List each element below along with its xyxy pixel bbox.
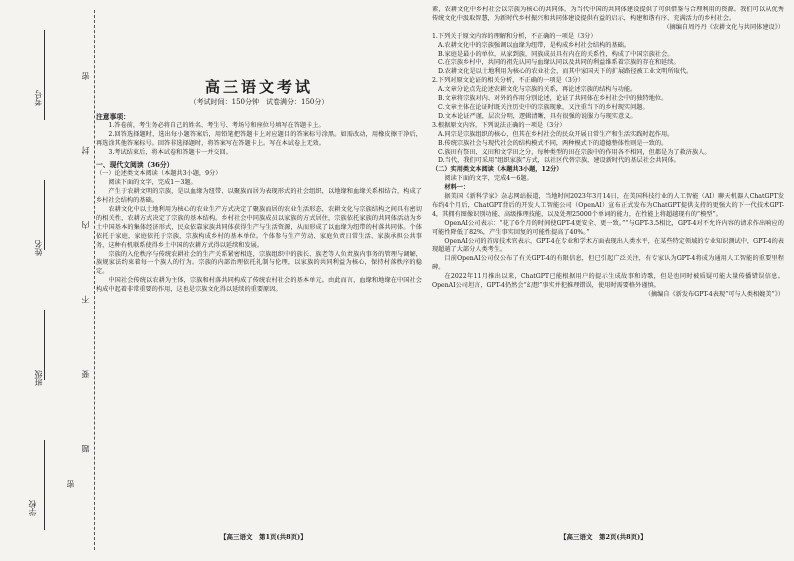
page-footer-left: 【高三语文 第1页(共8页)】 <box>220 533 307 541</box>
question-option: B.文章将宗族对内、对外的作用分别论述，论证了共同体在乡村社会中的独特地位。 <box>438 95 668 103</box>
passage-continuation: 素，农耕文化中乡村社会以宗族为核心的共同体，为当代中国的共同体建设提供了可供借鉴与合理利用的资源。我们可以从优秀传统文化中汲取智慧，为新时代乡村振兴和共同体建设提供有益的启示，构建和谐有序、充满活力的乡村社会。 <box>432 6 784 22</box>
left-page <box>96 6 422 526</box>
question-option: A.同宗是宗族组织的核心，但其在乡村社会的民众开展日常生产和生活实践时起作用。 <box>438 130 674 138</box>
reading-instruction-2: 阅读下面的文字，完成4～6题。 <box>444 175 533 183</box>
question-option: C.文章主体在论证时既关注历史中的宗族现象，又注重当下的乡村现实问题。 <box>438 103 649 111</box>
question-option: D.农耕文化是以土地利用为核心的农业社会，而其中家国天下的扩展路径被工业文明所取代。 <box>438 68 693 76</box>
exam-title: 高三语文考试 <box>204 78 313 96</box>
exam-no-label: 考号 <box>34 90 43 106</box>
question-option: C.在宗族乡村中，共同的祖先认同与血缘认同以及共同的利益维系着宗族的存在和延续。 <box>438 59 680 67</box>
question-option: A.文章分论点先论述农耕文化与宗族的关系，再论述宗族的结构与功能。 <box>438 86 637 94</box>
fold-warning: 题 要 不 内 封 密 <box>81 40 90 453</box>
question-option: D.当代，我们可采用“组织家族”方式，以社区代替宗族，建设新时代的基层社会共同体。 <box>438 157 680 165</box>
section-2-heading: （二）实用类文本阅读（本题共3小题，12分） <box>432 166 563 174</box>
fold-prefix: 密 <box>66 480 75 488</box>
name-label: 姓名 <box>34 240 43 256</box>
exam-no-underline <box>44 30 45 120</box>
material-paragraph: 在2022年11月推出以来，ChatGPT已能根据用户的提示生成故事和诗歌，但是也同时被质疑可能大量传播错误信息。OpenAI公司坦言，GPT-4仍然会“幻想”事实并犯推理错误，使用时需要格外谨慎。 <box>432 273 784 290</box>
question-3: 3.根据原文内容，下列说法正确的一项是（3分） <box>432 121 566 129</box>
passage-paragraph: 宗族的入伦秩序与传统农耕社会的生产关系紧密相连，宗族组织中的族长、族老等人负责族内事务的管理与调解，族规家法约束着每一个族人的行为。宗族的内部治理依托礼制与伦理，以家族的共同利益为核心，保持村落秩序的稳定。 <box>96 250 422 276</box>
right-page <box>432 6 784 526</box>
material-paragraph: OpenAI公司表示：“花了6个月的时间使GPT-4更安全、更一致。”“与GPT-3.5相比，GPT-4对不允许内容的请求作出响应的可能性降低了82%，产生事实回复的可能性提高了40%。” <box>432 219 784 236</box>
section-1-heading: 一、现代文阅读（36分） <box>96 161 174 170</box>
passage-paragraph: 产生于农耕文明的宗族，是以血缘为纽带、以聚族而居为表现形式的社会组织，以地缘和血缘关系相结合，构成了乡村社会结构的基础。 <box>96 188 422 205</box>
school-label: 学校 <box>28 500 37 516</box>
passage-paragraph: 农耕文化中以土地利用为核心的农业生产方式决定了聚族而居的农业生活形态，农耕文化与宗族结构之间具有密切的相关性，农耕方式决定了宗族的基本结构。乡村社会中同族成员以家族的方式居住，宗族依托家族的共同体活动为乡土中国基本的集体经济形式，民众依靠家族共同体获得生产与生活资源，从而形成了以血缘为纽带的村落共同体。个体依托于家庭，家庭依托于宗族，宗族构成乡村的基本单位。个体参与生产劳动、家庭负责日常生活、家族承担公共事务，这种有机联系使得乡土中国的农耕方式得以延续和发展。 <box>96 205 422 249</box>
notice-item: 3.考试结束后，将本试卷和答题卡一并交回。 <box>108 148 232 156</box>
material-paragraph: OpenAI公司的首席技术官表示，GPT-4在专业和学术方面表现出人类水平，在某些特定领域的专业知识测试中，GPT-4的表现超越了大部分人类考生。 <box>432 237 784 254</box>
question-option: B.家庭是最小的单位，从家到族，同族成员具有内在的关系性，构成了中国宗族社会。 <box>438 50 674 58</box>
question-2: 2.下列对原文论证的相关分析，不正确的一项是（3分） <box>432 77 585 85</box>
school-underline <box>44 440 45 530</box>
notice-item: 2.回答选择题时，选出每小题答案后，用铅笔把答题卡上对应题目的答案标号涂黑。如需改动，用橡皮擦干净后，再选涂其他答案标号。回答非选择题时，将答案写在答题卡上。写在本试卷上无效。 <box>96 130 422 147</box>
binding-margin <box>6 10 95 550</box>
material-label: 材料一： <box>444 184 470 192</box>
passage-paragraph: 中国社会传统以农耕为主体，宗族和村落共同构成了传统农村社会的基本单元。由此而言，血缘和地缘在中国社会构成中起着非常重要的作用，这也是宗族文化得以延续的重要原因。 <box>96 277 422 294</box>
page-footer-right: 【高三语文 第2页(共8页)】 <box>560 533 647 541</box>
exam-subtitle: （考试时间：150分钟 试卷满分：150分） <box>189 98 329 106</box>
question-option: B.传统宗族社会与现代社会的结构模式不同，两种模式下的道德整体性则是一致的。 <box>438 139 668 147</box>
class-label: 班级 <box>34 370 43 386</box>
question-option: D.文本论证严谨，层次分明，逻辑清晰，具有很强的说服力与现实意义。 <box>438 112 637 120</box>
question-option: A.农耕文化中的宗族强调以血缘为纽带，是构成乡村社会结构的基础。 <box>438 41 631 49</box>
source-note: （摘编自周丹丹《农耕文化与共同体建设》） <box>663 23 784 31</box>
name-underline <box>44 180 45 250</box>
notice-heading: 注意事项： <box>96 112 130 121</box>
section-1a-heading: （一）论述类文本阅读（本题共3小题，9分） <box>96 170 222 178</box>
source-note-2: （摘编自《新发布GPT-4表现“可与人类相媲美”》） <box>644 291 784 298</box>
question-option: C.族田有祭田、义田和文学田之分，每种类型的田在宗族中的作用各不相同，但都是为了救济族人。 <box>438 148 711 156</box>
class-underline <box>44 310 45 380</box>
reading-instruction: 阅读下面的文字，完成1～3题。 <box>108 179 197 187</box>
notice-item: 1.答卷前，考生务必将自己的姓名、考生号、考场号和座位号填写在答题卡上。 <box>108 121 325 129</box>
question-1: 1.下列关于原文内容的理解和分析，不正确的一项是（3分） <box>432 32 597 40</box>
material-paragraph: 目前OpenAI公司仅公布了有关GPT-4的有限信息，但已引起广泛关注，有专家认为GPT-4将成为通用人工智能的重要里程碑。 <box>432 255 784 272</box>
material-paragraph: 据美国《新科学家》杂志网站报道，当地时间2023年3月14日，在美国科技行业的人工智能（AI）聊天机器人ChatGPT发布约4个月后，ChatGPT背后的开发人工智能公司（OpenAI）宣布正式发布为ChatGPT提供支持的更强大的下一代技术GPT-4，其拥有图像识别功能、高级推理技能，以及处理25000个单词的能力，在性能上将超越现有的“模型”。 <box>432 193 784 218</box>
